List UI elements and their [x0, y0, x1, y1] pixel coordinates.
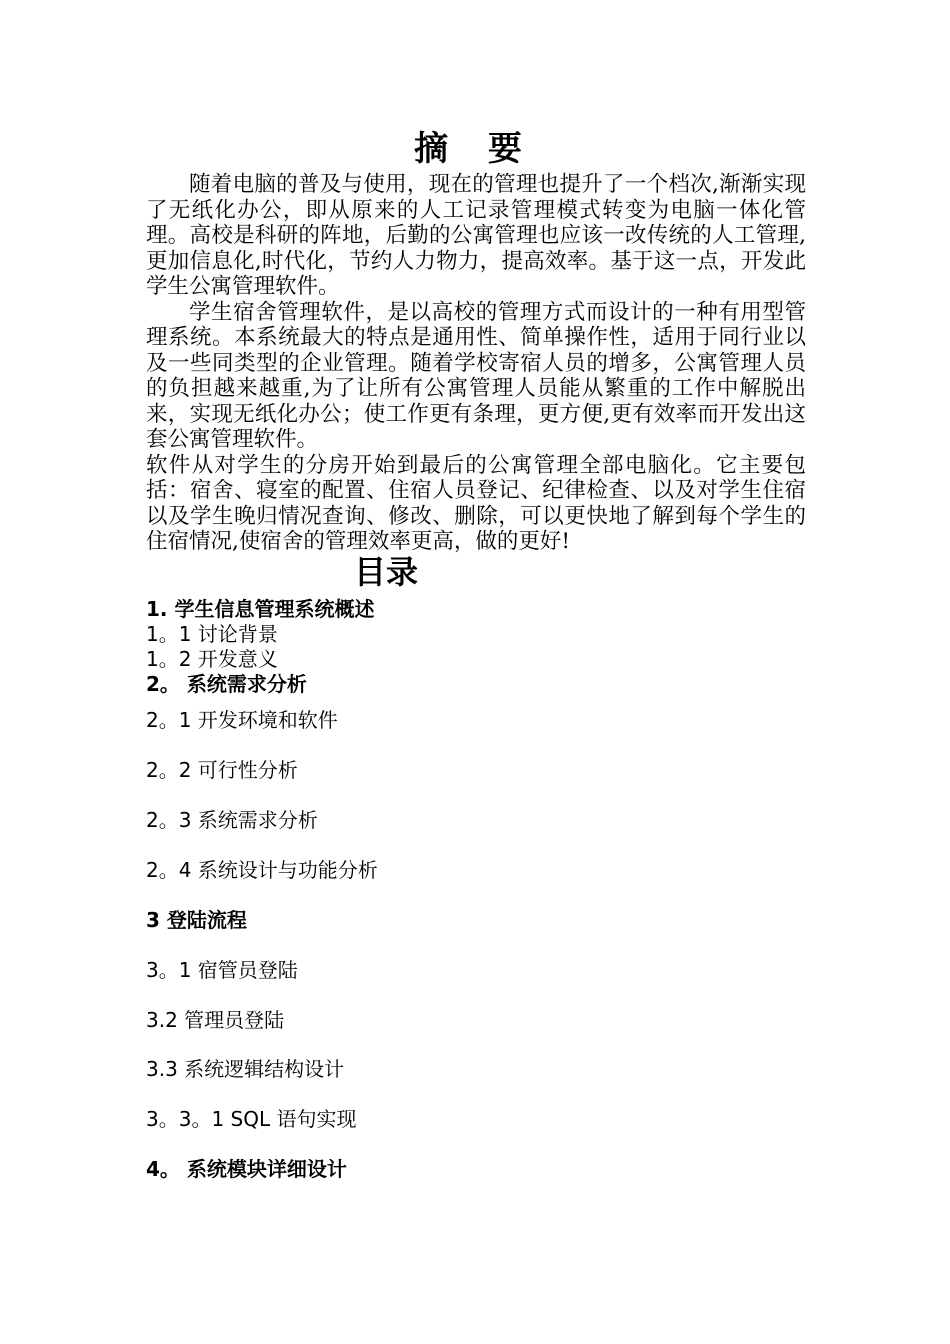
toc-item-2-3: 2。3 系统需求分析: [146, 808, 318, 832]
abstract-title: 摘 要: [414, 129, 536, 169]
toc-item-3-3-1: 3。3。1 SQL 语句实现: [146, 1107, 357, 1131]
toc-item-3-3: 3.3 系统逻辑结构设计: [146, 1057, 345, 1081]
toc-item-2-2: 2。2 可行性分析: [146, 758, 298, 782]
toc-item-2-4: 2。4 系统设计与功能分析: [146, 858, 378, 882]
toc-item-section-4: 4。 系统模块详细设计: [146, 1157, 347, 1181]
toc-item-1-1: 1。1 讨论背景: [146, 622, 278, 646]
toc-item-section-1: 1. 学生信息管理系统概述: [146, 597, 375, 621]
toc-item-3-2: 3.2 管理员登陆: [146, 1008, 285, 1032]
toc-item-3-1: 3。1 宿管员登陆: [146, 958, 298, 982]
toc-title: 目录: [354, 553, 419, 591]
abstract-paragraph: 软件从对学生的分房开始到最后的公寓管理全部电脑化。它主要包括：宿舍、寝室的配置、住宿人员登记、纪律检查、以及对学生住宿以及学生晚归情况查询、修改、删除，可以更快地了解到每个学生的住宿情况,使宿舍的管理效率更高，做的更好!: [146, 452, 806, 554]
toc-item-2-1: 2。1 开发环境和软件: [146, 708, 338, 732]
toc-item-1-2: 1。2 开发意义: [146, 647, 278, 671]
toc-item-section-3: 3 登陆流程: [146, 908, 247, 932]
abstract-paragraph: 随着电脑的普及与使用，现在的管理也提升了一个档次,渐渐实现了无纸化办公，即从原来的人工记录管理模式转变为电脑一体化管理。高校是科研的阵地，后勤的公寓管理也应该一改传统的人工管理,更加信息化,时代化，节约人力物力，提高效率。基于这一点，开发此学生公寓管理软件。: [146, 172, 806, 299]
abstract-body: [146, 172, 806, 555]
toc-item-section-2: 2。 系统需求分析: [146, 672, 307, 696]
abstract-paragraph: 学生宿舍管理软件，是以高校的管理方式而设计的一种有用型管理系统。本系统最大的特点是通用性、简单操作性，适用于同行业以及一些同类型的企业管理。随着学校寄宿人员的增多，公寓管理人员的负担越来越重,为了让所有公寓管理人员能从繁重的工作中解脱出来，实现无纸化办公；使工作更有条理，更方便,更有效率而开发出这套公寓管理软件。: [146, 299, 806, 452]
